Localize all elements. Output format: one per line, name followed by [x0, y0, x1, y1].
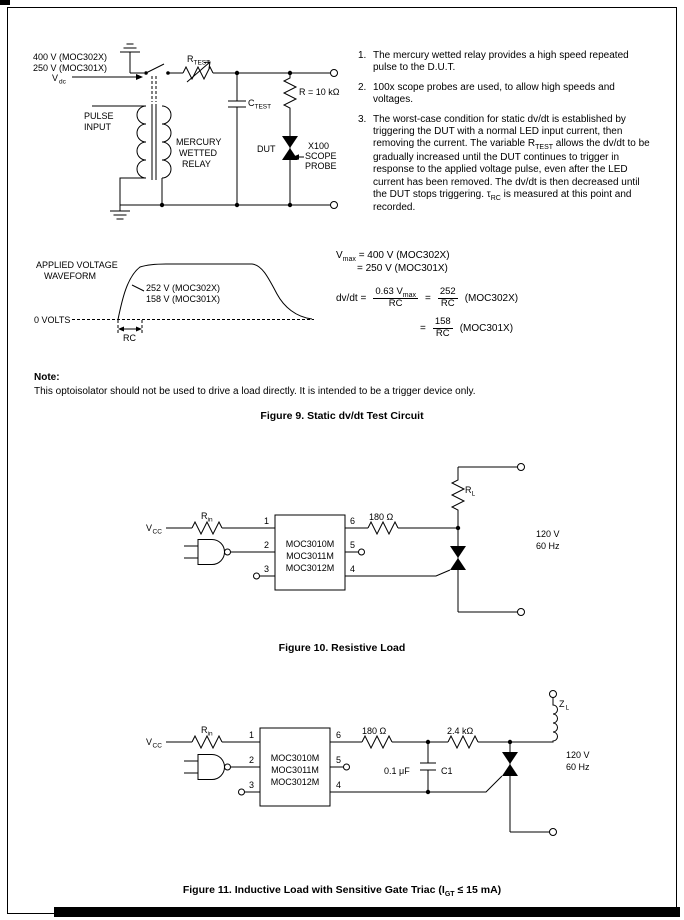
terminal-top: [550, 691, 557, 698]
pin2-label: 2: [264, 540, 270, 550]
equals-sign: =: [420, 322, 426, 334]
pin5-nc-circle: [344, 764, 350, 770]
ground-symbol-bottom: [110, 205, 130, 219]
dvdt-formula-row-2: [420, 317, 518, 340]
pin5-nc-circle: [359, 549, 365, 555]
level-label-2: 158 V (MOC301X): [146, 294, 221, 304]
ic-label-2: MOC3011M: [271, 765, 319, 775]
note-text: The mercury wetted relay provides a high speed repeated pulse to the D.U.T.: [373, 50, 629, 74]
note-text: The worst-case condition for static dv/dt is established by triggering the DUT with a normal LED input current, then removing the current. The variable $R_{TEST}$ allows the dv/dt to be gradually increased until the DUT continues to trigger in response to the applied voltage pulse, even after the LED current has been removed. The dv/dt is then decreased until the DUT stops triggering. $\tau_{RC}$ is measured at this point and recorded.: [373, 113, 650, 214]
junction-dot: [426, 740, 430, 744]
resistor-24k: [448, 736, 478, 748]
resistor-180: [368, 522, 398, 534]
supply-label-1: 120 V: [536, 529, 560, 539]
resistor-10k-and-triac-dut: [282, 73, 298, 205]
gate-wire: [345, 570, 450, 576]
inductor-zl: [553, 698, 558, 743]
ic-label-1: MOC3010M: [270, 753, 320, 763]
pin3-nc-circle: [239, 789, 245, 795]
pin1-label: 1: [264, 516, 270, 526]
notes-list: [358, 50, 654, 222]
rin-label: R: [201, 511, 208, 521]
supply-voltage-label-2: 250 V (MOC301X): [33, 63, 108, 73]
rl-label: R: [465, 485, 472, 495]
resistor-180: [362, 736, 392, 748]
figure10-caption: Figure 10. Resistive Load: [278, 642, 406, 654]
note-number: 1.: [358, 50, 367, 61]
vdc-label-sub: dc: [59, 78, 66, 86]
dut-label: DUT: [257, 144, 276, 154]
resistor-rin: [192, 736, 222, 748]
terminal-bottom: [550, 829, 557, 836]
probe-label-1: X100: [308, 141, 330, 151]
triac-dut-upper: [282, 136, 298, 148]
rin-label-sub: in: [207, 730, 213, 738]
pin3-label: 3: [264, 564, 270, 574]
ctest-label: C: [248, 98, 255, 108]
junction-dot: [456, 526, 460, 530]
probe-label-3: PROBE: [305, 161, 337, 171]
ground-symbol-top: [120, 44, 140, 73]
pin5-label: 5: [336, 755, 342, 765]
fig11-circuit: [146, 691, 590, 836]
fig10-circuit: [146, 464, 560, 616]
junction-dot: [288, 71, 292, 75]
vcc-label: V: [146, 737, 153, 747]
nand-gate: [184, 540, 231, 565]
rl-label-sub: L: [471, 490, 476, 498]
junction-dot: [235, 71, 239, 75]
supply-label-1: 120 V: [566, 750, 590, 760]
note-number: 3.: [358, 113, 367, 125]
junction-dot: [508, 740, 512, 744]
note-block: [34, 372, 634, 397]
fraction: $\frac{252}{RC}$: [439, 286, 456, 309]
pin6-label: 6: [336, 730, 342, 740]
r24k-label: 2.4 kΩ: [447, 726, 474, 736]
vdc-arrow: [72, 74, 143, 80]
note-label: Note:: [34, 372, 60, 383]
fig11-wires: [166, 742, 553, 832]
terminal-bottom: [518, 609, 525, 616]
rin-label: R: [201, 725, 208, 735]
fraction: $\frac{158}{RC}$: [434, 315, 451, 339]
note-text: This optoisolator should not be used to drive a load directly. It is intended to be a trigger device only.: [34, 386, 476, 397]
rtest-label: R: [187, 54, 194, 64]
page-edge-shadow: [54, 907, 680, 917]
fig9-waveform: [34, 260, 314, 343]
terminal-top: [518, 464, 525, 471]
note-item-1: [358, 50, 654, 75]
ic-label-3: MOC3012M: [285, 563, 335, 573]
resistor-rin: [192, 522, 222, 534]
junction-dot: [426, 790, 430, 794]
pulse-input-label-2: INPUT: [84, 122, 111, 132]
gate-wire: [330, 776, 502, 792]
r180-label: 180 Ω: [362, 726, 387, 736]
applied-voltage-label-1: APPLIED VOLTAGE: [36, 260, 118, 270]
zl-label: Z: [559, 699, 565, 709]
pulse-input-label-1: PULSE: [84, 111, 114, 121]
capacitor-c1: [420, 742, 436, 792]
equals-sign: =: [425, 292, 431, 304]
dvdt-label: dv/dt =: [336, 292, 367, 304]
zero-volts-label: 0 VOLTS: [34, 315, 71, 325]
terminal-bottom: [331, 202, 338, 209]
note-number: 2.: [358, 81, 367, 93]
junction-dot: [160, 203, 164, 207]
vdc-label: V: [52, 73, 59, 83]
zl-label-sub: L: [565, 704, 570, 712]
vmax-formula-line-2: = 250 V (MOC301X): [357, 263, 448, 274]
fig9-test-circuit: [33, 44, 340, 219]
r-10k-label: R = 10 kΩ: [299, 87, 340, 97]
triac: [502, 742, 518, 832]
junction-dot: [288, 203, 292, 207]
vcc-label-sub: CC: [152, 742, 162, 750]
supply-voltage-label-1: 400 V (MOC302X): [33, 52, 108, 62]
note-item-2: [358, 82, 654, 107]
pin4-label: 4: [350, 564, 356, 574]
pin6-label: 6: [350, 516, 356, 526]
vmax-formula-line-1: $V_{max} = 400$ V (MOC302X): [336, 250, 450, 263]
terminal-top: [331, 70, 338, 77]
note-text: 100x scope probes are used, to allow high speeds and voltages.: [373, 81, 615, 106]
rc-label: RC: [123, 333, 136, 343]
probe-label-2: SCOPE: [305, 151, 337, 161]
resistor-rl-and-triac: [450, 467, 466, 612]
c1-name-label: C1: [441, 766, 453, 776]
nand-gate: [184, 755, 231, 780]
dvdt-formula-row-1: [336, 287, 518, 310]
figure9-caption: Figure 9. Static dv/dt Test Circuit: [260, 410, 424, 422]
relay-contact-switch: [144, 64, 170, 102]
applied-voltage-label-2: WAVEFORM: [44, 271, 96, 281]
capacitor-ctest: [228, 73, 246, 205]
relay-label-3: RELAY: [182, 159, 211, 169]
pin1-label: 1: [249, 730, 255, 740]
ic-label-3: MOC3012M: [270, 777, 320, 787]
rtest-label-sub: TEST: [193, 59, 211, 67]
vcc-label: V: [146, 523, 153, 533]
ic-label-1: MOC3010M: [285, 539, 335, 549]
relay-label-2: WETTED: [179, 148, 217, 158]
ic-label-2: MOC3011M: [286, 551, 334, 561]
note-item-3: [358, 114, 654, 215]
pin3-nc-circle: [254, 573, 260, 579]
pin5-label: 5: [350, 540, 356, 550]
vcc-label-sub: CC: [152, 528, 162, 536]
rin-label-sub: in: [207, 516, 213, 524]
c1-value-label: 0.1 μF: [384, 766, 410, 776]
pin2-label: 2: [249, 755, 255, 765]
level-pointer: [132, 285, 144, 291]
pin4-label: 4: [336, 780, 342, 790]
supply-label-2: 60 Hz: [536, 541, 560, 551]
formula-block: [336, 250, 518, 340]
relay-label-1: MERCURY: [176, 137, 222, 147]
figure11-caption: Figure 11. Inductive Load with Sensitive Gate Triac ($I_{GT} \le 15$ mA): [182, 884, 502, 898]
supply-label-2: 60 Hz: [566, 762, 590, 772]
r180-label: 180 Ω: [369, 512, 394, 522]
fraction: $\frac{0.63 V_{max}}{RC}$: [375, 286, 417, 309]
device-tag: (MOC302X): [464, 292, 519, 304]
device-tag: (MOC301X): [459, 322, 514, 334]
ctest-label-sub: TEST: [254, 103, 272, 111]
junction-dot: [235, 203, 239, 207]
level-label-1: 252 V (MOC302X): [146, 283, 221, 293]
pin3-label: 3: [249, 780, 255, 790]
